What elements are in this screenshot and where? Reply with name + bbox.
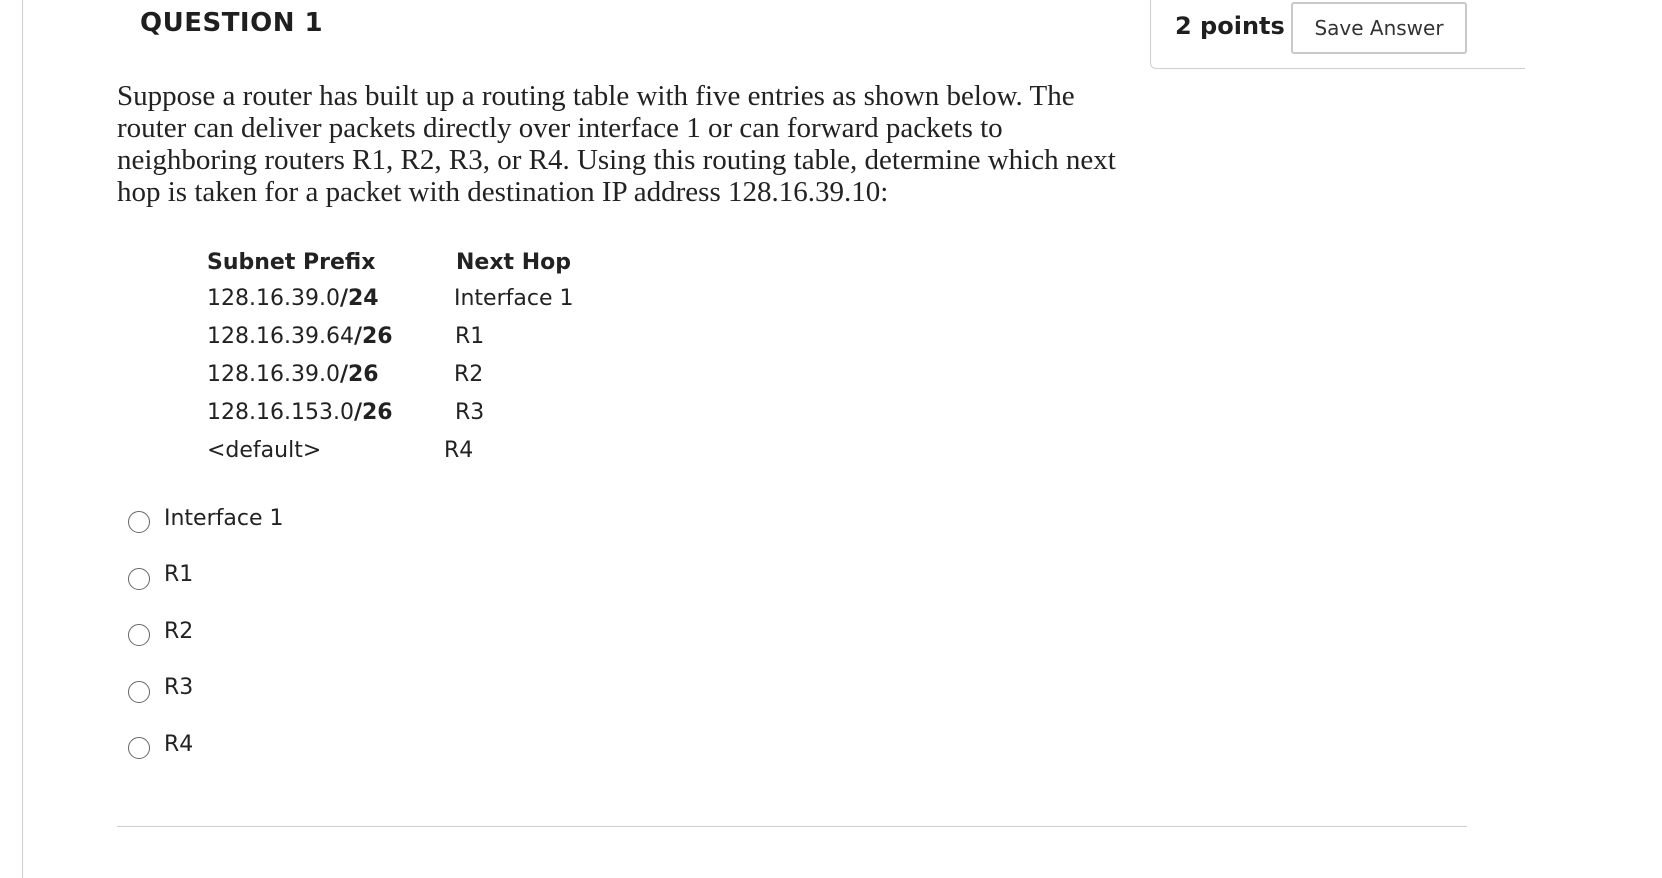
subnet-mask: /26 — [353, 400, 393, 425]
subnet-network: 128.16.39.64 — [207, 324, 354, 349]
radio-button[interactable] — [128, 624, 150, 646]
answer-option-label: Interface 1 — [164, 505, 284, 531]
subnet-prefix — [207, 400, 393, 425]
next-hop: R2 — [454, 362, 484, 387]
subnet-prefix — [207, 324, 393, 349]
answer-option-label: R4 — [164, 731, 194, 757]
next-hop: R4 — [444, 438, 474, 463]
answer-options — [128, 490, 284, 773]
next-hop: Interface 1 — [454, 286, 574, 311]
content-frame-border — [22, 0, 23, 878]
answer-option-r1[interactable] — [128, 547, 284, 604]
answer-option-r3[interactable] — [128, 660, 284, 717]
subnet-network: 128.16.153.0 — [207, 400, 354, 425]
question-title: QUESTION 1 — [140, 8, 324, 38]
radio-button[interactable] — [128, 737, 150, 759]
next-hop: R3 — [455, 400, 485, 425]
subnet-prefix — [207, 286, 379, 311]
subnet-network: <default> — [207, 438, 322, 463]
subnet-prefix — [207, 362, 379, 387]
answer-option-r4[interactable] — [128, 716, 284, 773]
subnet-mask: /26 — [353, 324, 393, 349]
question-text: Suppose a router has built up a routing table with five entries as shown below. The router can deliver packets directly over interface 1 or can forward packets to neighboring routers R1, R2, R3, or R4. Using this routing table, determine which next hop is taken for a packet with destination IP address 128.16.39.10: — [117, 80, 1116, 208]
header-next-hop: Next Hop — [456, 250, 571, 275]
subnet-prefix — [207, 438, 321, 463]
subnet-mask: /26 — [339, 362, 379, 387]
save-answer-button[interactable]: Save Answer — [1291, 2, 1467, 54]
answer-option-label: R3 — [164, 675, 194, 701]
points-label: 2 points — [1175, 12, 1285, 40]
bottom-divider — [117, 826, 1467, 827]
subnet-network: 128.16.39.0 — [207, 362, 340, 387]
radio-button[interactable] — [128, 568, 150, 590]
subnet-mask: /24 — [339, 286, 379, 311]
radio-button[interactable] — [128, 511, 150, 533]
answer-option-label: R1 — [164, 562, 194, 588]
next-hop: R1 — [455, 324, 485, 349]
radio-button[interactable] — [128, 681, 150, 703]
answer-option-interface-1[interactable] — [128, 490, 284, 547]
answer-option-label: R2 — [164, 618, 194, 644]
points-panel — [1150, 0, 1525, 69]
subnet-network: 128.16.39.0 — [207, 286, 340, 311]
header-subnet-prefix: Subnet Prefix — [207, 250, 376, 275]
answer-option-r2[interactable] — [128, 603, 284, 660]
